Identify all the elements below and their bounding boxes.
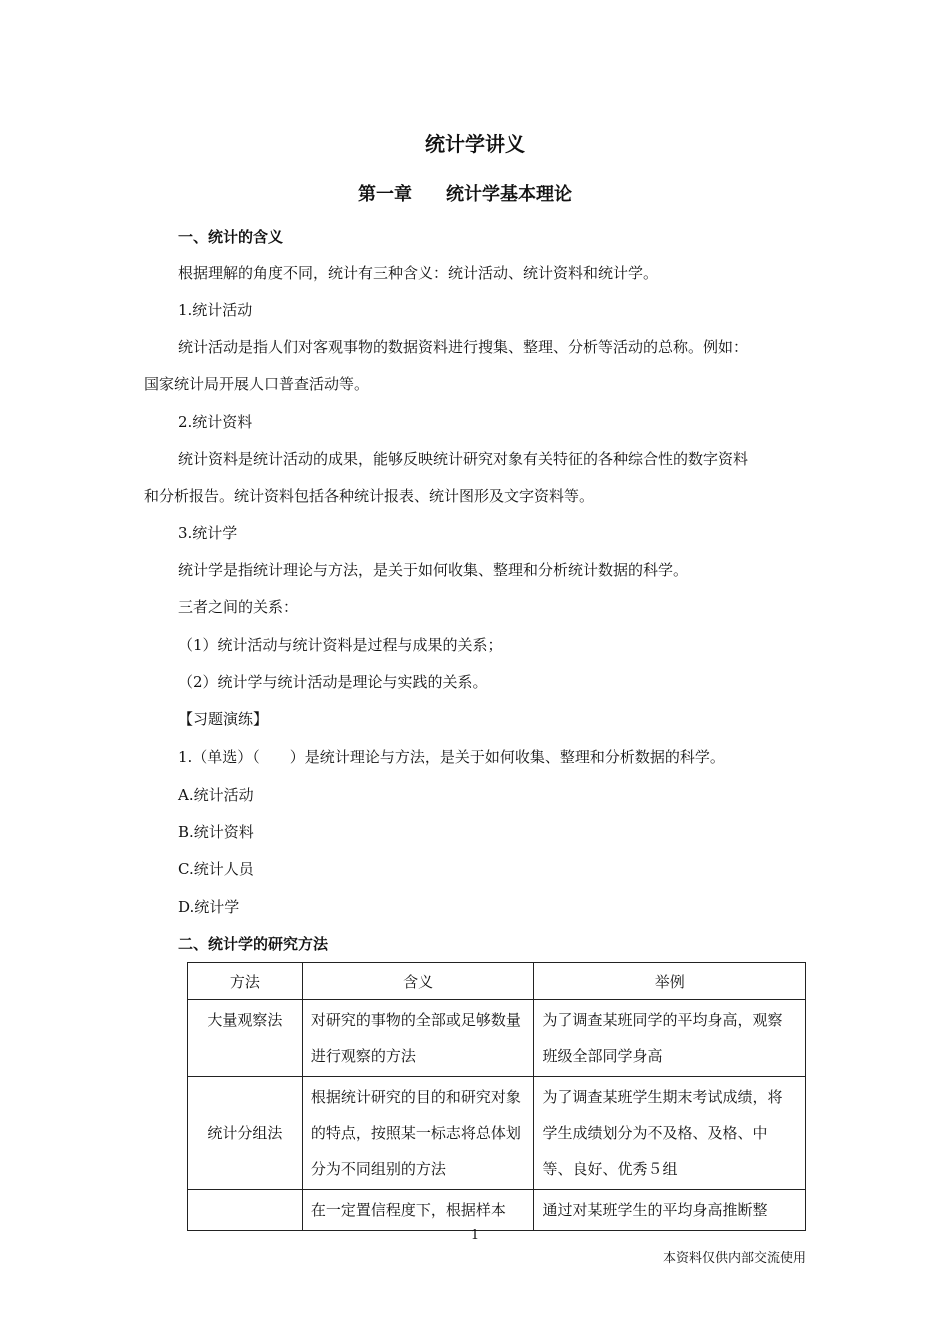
item3-text: 统计学是指统计理论与方法，是关于如何收集、整理和分析统计数据的科学。 — [178, 561, 689, 579]
table-cell-meaning: 对研究的事物的全部或足够数量进行观察的方法 — [302, 1000, 534, 1077]
relation-2: （2）统计学与统计活动是理论与实践的关系。 — [178, 673, 488, 691]
chapter-number: 第一章 — [358, 184, 412, 205]
item3-title: 3.统计学 — [178, 524, 238, 542]
section2-heading: 二、统计学的研究方法 — [178, 935, 329, 953]
table-cell-example: 通过对某班学生的平均身高推断整 — [534, 1190, 806, 1231]
option-a: A.统计活动 — [178, 786, 254, 804]
table-row — [188, 1000, 806, 1077]
methods-table — [187, 962, 806, 1231]
page-number: 1 — [470, 1228, 480, 1243]
item2-line1: 统计资料是统计活动的成果，能够反映统计研究对象有关特征的各种综合性的数字资料 — [178, 450, 749, 468]
exercise-question: 1.（单选）（ ）是统计理论与方法，是关于如何收集、整理和分析数据的科学。 — [178, 748, 725, 766]
option-b: B.统计资料 — [178, 823, 254, 841]
table-row — [188, 1077, 806, 1190]
item2-line2: 和分析报告。统计资料包括各种统计报表、统计图形及文字资料等。 — [144, 487, 595, 505]
option-d: D.统计学 — [178, 898, 240, 916]
table-cell-meaning: 根据统计研究的目的和研究对象的特点，按照某一标志将总体划分为不同组别的方法 — [302, 1077, 534, 1190]
table-cell-example: 为了调查某班学生期末考试成绩，将学生成绩划分为不及格、及格、中等、良好、优秀５组 — [534, 1077, 806, 1190]
table-cell-example: 为了调查某班同学的平均身高，观察班级全部同学身高 — [534, 1000, 806, 1077]
table-header-row — [188, 963, 806, 1000]
table-cell-meaning: 在一定置信程度下，根据样本 — [302, 1190, 534, 1231]
footer-note: 本资料仅供内部交流使用 — [662, 1251, 806, 1266]
option-c: C.统计人员 — [178, 860, 254, 878]
item1-title: 1.统计活动 — [178, 301, 253, 319]
table-cell-method: 统计分组法 — [188, 1077, 303, 1190]
header-example: 举例 — [534, 963, 806, 1000]
header-method: 方法 — [188, 963, 303, 1000]
section1-heading: 一、统计的含义 — [178, 228, 284, 246]
chapter-heading — [358, 180, 572, 206]
section1-intro: 根据理解的角度不同，统计有三种含义：统计活动、统计资料和统计学。 — [178, 264, 659, 282]
relation-1: （1）统计活动与统计资料是过程与成果的关系； — [178, 636, 503, 654]
table-cell-method — [188, 1190, 303, 1231]
header-meaning: 含义 — [302, 963, 534, 1000]
exercise-heading: 【习题演练】 — [178, 710, 269, 728]
item1-line1: 统计活动是指人们对客观事物的数据资料进行搜集、整理、分析等活动的总称。例如： — [178, 338, 749, 356]
chapter-name: 统计学基本理论 — [446, 184, 572, 205]
relation-title: 三者之间的关系： — [178, 598, 299, 616]
table-row — [188, 1190, 806, 1231]
item1-line2: 国家统计局开展人口普查活动等。 — [144, 375, 370, 393]
item2-title: 2.统计资料 — [178, 413, 253, 431]
table-cell-method: 大量观察法 — [188, 1000, 303, 1077]
document-title: 统计学讲义 — [425, 132, 525, 156]
